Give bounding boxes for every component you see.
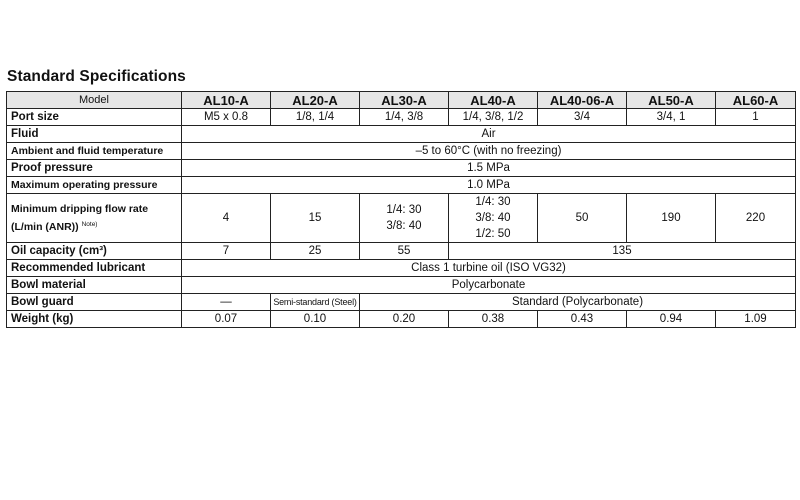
row-fluid: [7, 126, 796, 143]
table-cell: Class 1 turbine oil (ISO VG32): [182, 260, 796, 277]
table-cell: 3/4, 1: [627, 109, 716, 126]
row-label: [7, 194, 182, 243]
table-cell: Air: [182, 126, 796, 143]
row-label: Proof pressure: [7, 160, 182, 177]
table-cell: 0.38: [449, 311, 538, 328]
table-cell: Semi-standard (Steel): [271, 294, 360, 311]
table-cell: –5 to 60°C (with no freezing): [182, 143, 796, 160]
table-cell: 1/8, 1/4: [271, 109, 360, 126]
table-cell: 1/4, 3/8, 1/2: [449, 109, 538, 126]
cell-line: 1/2: 50: [475, 228, 511, 240]
note-marker: Note): [81, 221, 98, 228]
row-max-pressure: [7, 177, 796, 194]
row-label: Bowl material: [7, 277, 182, 294]
row-bowl-guard: [7, 294, 796, 311]
row-temperature: [7, 143, 796, 160]
table-cell: 0.20: [360, 311, 449, 328]
page-title: Standard Specifications: [7, 68, 186, 85]
table-cell: 1.0 MPa: [182, 177, 796, 194]
table-cell: [360, 194, 449, 243]
row-label: Fluid: [7, 126, 182, 143]
row-dripping-flow: [7, 194, 796, 243]
column-header-al30: AL30-A: [360, 92, 449, 109]
column-header-al50: AL50-A: [627, 92, 716, 109]
row-oil-capacity: [7, 243, 796, 260]
cell-line: 3/8: 40: [386, 220, 422, 232]
table-cell: 0.94: [627, 311, 716, 328]
row-label: Ambient and fluid temperature: [7, 143, 182, 160]
row-label: Recommended lubricant: [7, 260, 182, 277]
table-cell: 4: [182, 194, 271, 243]
row-label: Bowl guard: [7, 294, 182, 311]
row-label: Maximum operating pressure: [7, 177, 182, 194]
table-cell: 15: [271, 194, 360, 243]
table-cell: 220: [716, 194, 796, 243]
row-label: Port size: [7, 109, 182, 126]
row-proof-pressure: [7, 160, 796, 177]
column-header-al40-06: AL40-06-A: [538, 92, 627, 109]
header-row: [7, 92, 796, 109]
table-cell: 0.10: [271, 311, 360, 328]
column-header-al10: AL10-A: [182, 92, 271, 109]
specifications-table: [6, 91, 796, 328]
table-cell: 50: [538, 194, 627, 243]
table-cell: 1.09: [716, 311, 796, 328]
row-label: Weight (kg): [7, 311, 182, 328]
row-label: Oil capacity (cm³): [7, 243, 182, 260]
row-bowl-material: [7, 277, 796, 294]
table-cell: 1.5 MPa: [182, 160, 796, 177]
table-cell: 3/4: [538, 109, 627, 126]
table-cell: [449, 194, 538, 243]
column-header-al60: AL60-A: [716, 92, 796, 109]
table-cell: 25: [271, 243, 360, 260]
table-cell: 190: [627, 194, 716, 243]
table-cell: 135: [449, 243, 796, 260]
table-cell: —: [182, 294, 271, 311]
table-cell: Standard (Polycarbonate): [360, 294, 796, 311]
column-header-al40: AL40-A: [449, 92, 538, 109]
row-label-unit: (L/min (ANR)): [11, 221, 79, 233]
row-label-line: Minimum dripping flow rate: [11, 203, 149, 215]
model-header: Model: [7, 92, 182, 109]
column-header-al20: AL20-A: [271, 92, 360, 109]
table-cell: 7: [182, 243, 271, 260]
table-cell: 1/4, 3/8: [360, 109, 449, 126]
table-cell: Polycarbonate: [182, 277, 796, 294]
row-label-line: [11, 217, 179, 235]
table-cell: 0.07: [182, 311, 271, 328]
cell-line: 3/8: 40: [475, 212, 511, 224]
table-cell: 0.43: [538, 311, 627, 328]
table-cell: M5 x 0.8: [182, 109, 271, 126]
cell-line: 1/4: 30: [475, 196, 511, 208]
cell-line: 1/4: 30: [386, 204, 422, 216]
row-lubricant: [7, 260, 796, 277]
table-cell: 1: [716, 109, 796, 126]
row-port-size: [7, 109, 796, 126]
table-cell: 55: [360, 243, 449, 260]
row-weight: [7, 311, 796, 328]
